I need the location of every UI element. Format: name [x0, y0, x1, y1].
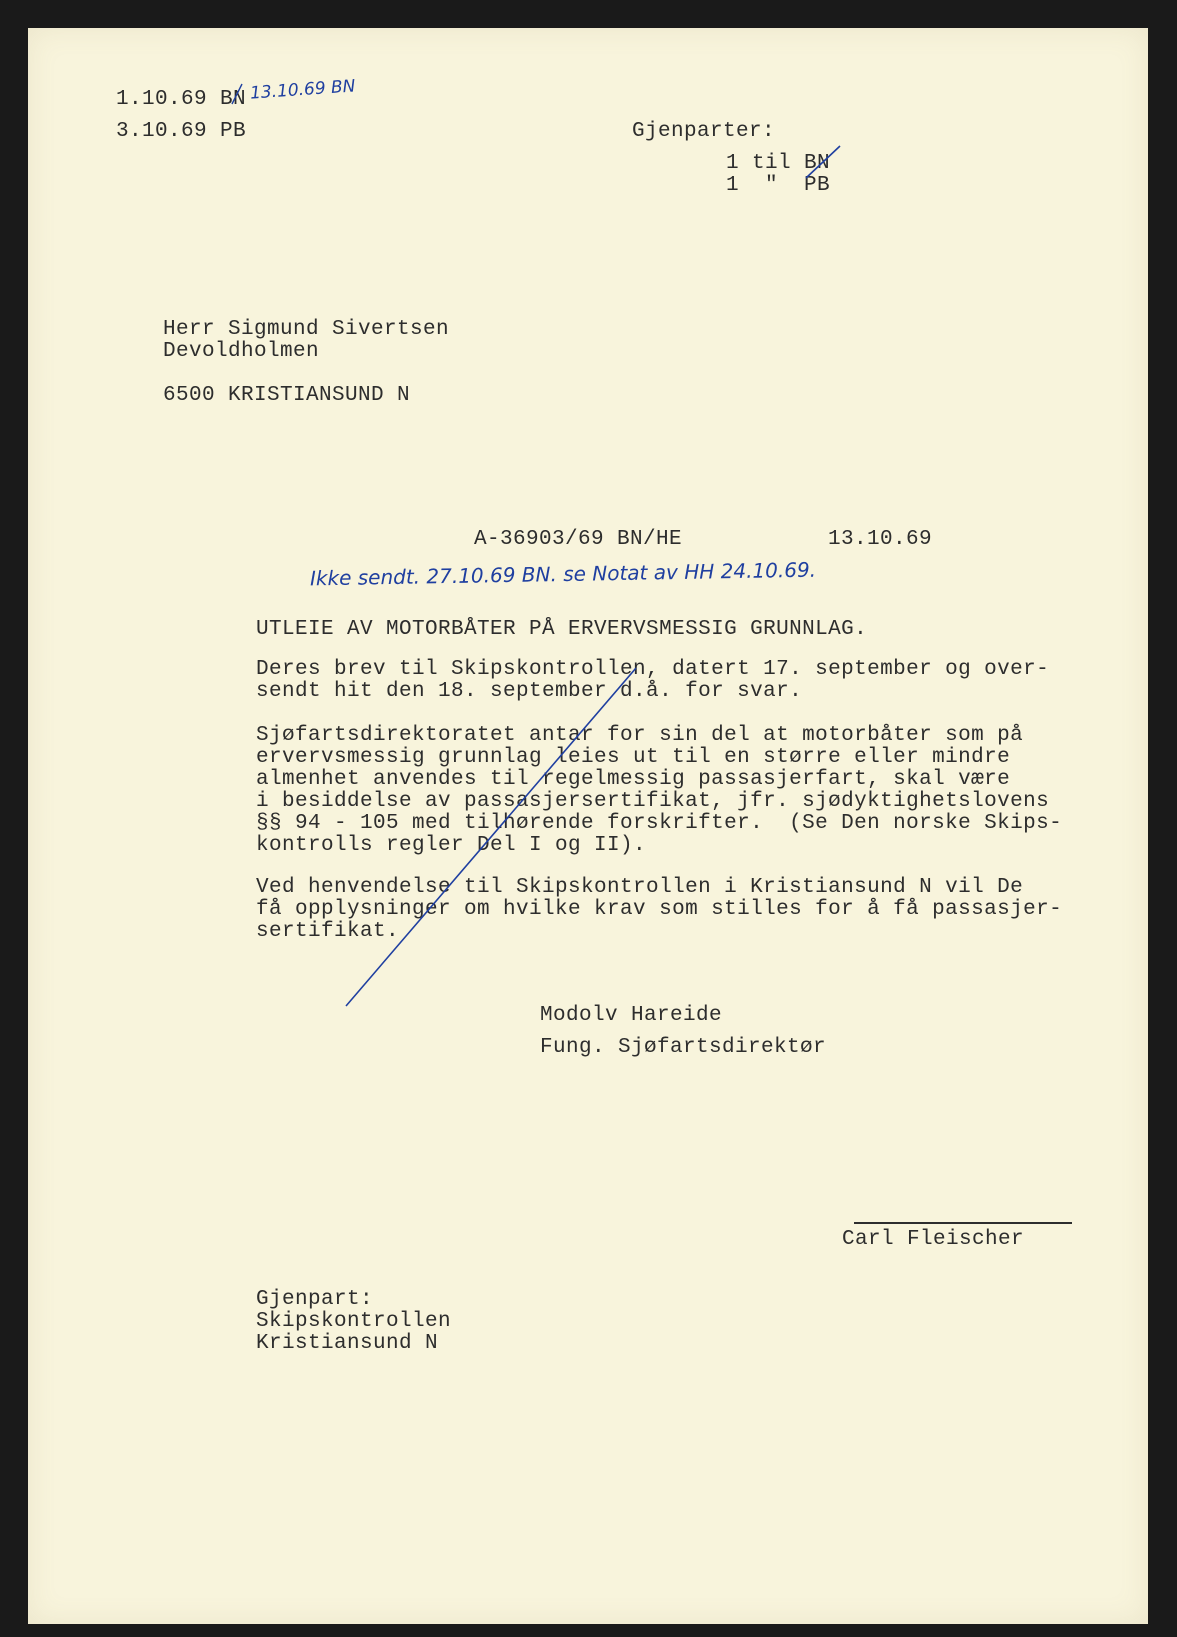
recipient-city: 6500 KRISTIANSUND N: [163, 384, 411, 407]
second-signatory-name: Carl Fleischer: [842, 1228, 1025, 1251]
paragraph-2-line-4: i besiddelse av passasjersertifikat, jfr. sjødyktighetslovens: [256, 790, 1050, 813]
copies-strike-mark: [806, 146, 840, 178]
handwritten-note: Ikke sendt. 27.10.69 BN. se Notat av HH 24.10.69.: [309, 557, 817, 591]
signatory-name: Modolv Hareide: [540, 1004, 723, 1027]
document-page: [28, 28, 1148, 1624]
copies-line-1: 1 til BN: [726, 152, 831, 175]
copies-line-2: 1 " PB: [726, 174, 831, 197]
paragraph-2-line-2: ervervsmessig grunnlag leies ut til en større eller mindre: [256, 746, 1011, 769]
cc-line-1: Skipskontrollen: [256, 1310, 452, 1333]
paragraph-3-line-2: få opplysninger om hvilke krav som stilles for å få passasjer-: [256, 898, 1063, 921]
date-line-2: 3.10.69 PB: [116, 120, 247, 143]
date-line-1: 1.10.69 BN: [116, 88, 247, 111]
paragraph-2-line-3: almenhet anvendes til regelmessig passasjerfart, skal være: [256, 768, 1011, 791]
cc-label: Gjenpart:: [256, 1288, 374, 1311]
paragraph-2-line-1: Sjøfartsdirektoratet antar for sin del at motorbåter som på: [256, 724, 1024, 747]
paragraph-1-line-2: sendt hit den 18. september d.å. for svar.: [256, 680, 803, 703]
paragraph-3-line-3: sertifikat.: [256, 920, 400, 943]
recipient-name: Herr Sigmund Sivertsen: [163, 318, 450, 341]
reference-date: 13.10.69: [828, 528, 933, 551]
cross-out-marks: [28, 28, 1148, 1624]
paragraph-3-line-1: Ved henvendelse til Skipskontrollen i Kristiansund N vil De: [256, 876, 1024, 899]
paragraph-2-line-5: §§ 94 - 105 med tilhørende forskrifter. (Se Den norske Skips-: [256, 812, 1063, 835]
diagonal-cross-out-line: [346, 668, 636, 1006]
cc-line-2: Kristiansund N: [256, 1332, 439, 1355]
paragraph-2-line-6: kontrolls regler Del I og II).: [256, 834, 647, 857]
paragraph-1-line-1: Deres brev til Skipskontrollen, datert 17. september og over-: [256, 658, 1050, 681]
handwritten-date-1: 13.10.69 BN: [249, 76, 357, 104]
subject-line: UTLEIE AV MOTORBÅTER PÅ ERVERVSMESSIG GRUNNLAG.: [256, 618, 868, 641]
recipient-street: Devoldholmen: [163, 340, 320, 363]
copies-label: Gjenparter:: [632, 120, 776, 143]
signatory-title: Fung. Sjøfartsdirektør: [540, 1036, 827, 1059]
reference-number: A-36903/69 BN/HE: [474, 528, 683, 551]
date-check-mark: [232, 84, 242, 104]
